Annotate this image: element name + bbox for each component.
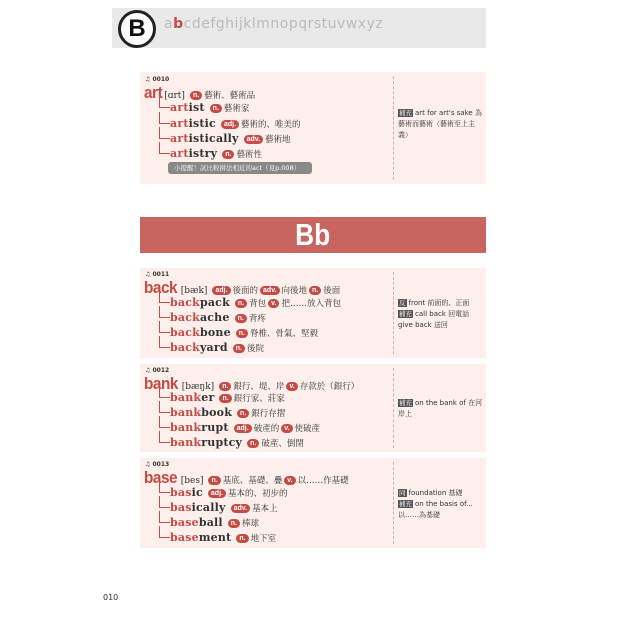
ipa: [bes]	[180, 476, 204, 486]
note-text: give back 送回	[398, 321, 448, 329]
derivative-backpack: backpack n. 背包 v. 把……放入背包	[170, 296, 341, 309]
definition: 背疼	[248, 314, 266, 324]
derivative-artist: artist n. 藝術家	[170, 101, 250, 114]
derivative-artistically: artistically adv. 藝術地	[170, 132, 291, 145]
definition: 後面的	[232, 286, 259, 296]
definition: 使破產	[294, 424, 321, 434]
headword: bank	[144, 374, 178, 393]
alphabet-index	[164, 16, 383, 32]
note-box	[398, 108, 484, 141]
pos-badge: n.	[247, 439, 259, 448]
entry-bank	[140, 364, 486, 452]
definition: 破產的	[253, 424, 280, 434]
pos-badge: adj.	[234, 424, 252, 433]
pos-badge: v.	[281, 424, 292, 433]
definition: 銀行存摺	[251, 409, 286, 419]
divider	[393, 76, 394, 180]
definition: 基本上	[252, 504, 278, 514]
section-banner	[140, 217, 486, 253]
definition: 銀行、堤、岸	[233, 382, 285, 392]
pos-badge: n.	[236, 534, 248, 543]
derivative-bankbook: bankbook n. 銀行存摺	[170, 406, 286, 419]
alphabet-current: b	[173, 16, 184, 32]
entry-number: ♫ 0013	[145, 461, 170, 468]
derivative-baseball: baseball n. 棒球	[170, 516, 260, 529]
note-text: on the basis of... 以……為基礎	[398, 500, 473, 519]
pos-badge: n.	[219, 394, 231, 403]
entry-number: ♫ 0011	[145, 271, 170, 278]
pos-badge: v.	[284, 476, 295, 485]
pos-badge: n.	[210, 104, 222, 113]
note-tag: 補充	[399, 399, 412, 407]
definition: 藝術的、唯美的	[241, 120, 301, 130]
entry-number: ♫ 0012	[145, 367, 170, 374]
derivative-basement: basement n. 地下室	[170, 531, 277, 544]
note-box	[398, 298, 484, 331]
derivative-bankrupt: bankrupt adj. 破產的 v. 使破產	[170, 421, 321, 434]
pos-badge: n.	[237, 409, 249, 418]
definition: 後面	[323, 286, 341, 296]
note-tag: 補充	[399, 500, 412, 508]
page-number: 010	[103, 593, 119, 602]
pos-badge: v.	[268, 299, 279, 308]
derivative-banker: banker n. 銀行家、莊家	[170, 391, 285, 404]
alphabet-rest: cdefghijklmnopqrstuvwxyz	[183, 16, 384, 32]
note-box	[398, 488, 484, 521]
derivative-basic: basic adj. 基本的、初步的	[170, 486, 288, 499]
definition: 存款於（銀行）	[299, 382, 360, 392]
definition: 後院	[247, 344, 265, 354]
headword-line	[144, 278, 340, 298]
divider	[393, 462, 394, 544]
note-tag: 補充	[399, 310, 412, 318]
pos-badge: adv.	[260, 286, 280, 295]
pos-badge: n.	[219, 382, 231, 391]
note-text: foundation 基礎	[408, 489, 463, 497]
definition: 把……放入背包	[281, 299, 341, 309]
pos-badge: n.	[228, 519, 240, 528]
pos-badge: n.	[233, 344, 245, 353]
divider	[393, 368, 394, 448]
entry-number: ♫ 0010	[145, 76, 170, 83]
pos-badge: adj.	[221, 120, 239, 129]
definition: 背包	[249, 299, 267, 309]
headword: base	[144, 468, 178, 487]
derivative-bankruptcy: bankruptcy n. 破產、倒閉	[170, 436, 304, 449]
note-text: call back 回電話	[415, 310, 470, 318]
pos-badge: adj.	[212, 286, 230, 295]
definition: 基本的、初步的	[227, 489, 288, 499]
definition: 藝術地	[265, 135, 291, 145]
note-text: on the bank of 在河岸上	[398, 399, 483, 418]
divider	[393, 272, 394, 354]
note-tag: 反	[399, 299, 406, 307]
derivative-artistic: artistic adj. 藝術的、唯美的	[170, 117, 301, 130]
ipa: [ɑrt]	[164, 91, 185, 101]
definition: 地下室	[250, 534, 277, 544]
definition: 藝術家	[223, 104, 250, 114]
derivative-backbone: backbone n. 脊椎、骨氣、堅毅	[170, 326, 319, 339]
letter-badge-text: B	[128, 15, 146, 42]
pos-badge: n.	[236, 329, 248, 338]
derivative-basically: basically adv. 基本上	[170, 501, 278, 514]
definition: 以……作基礎	[297, 476, 349, 486]
letter-badge	[118, 10, 156, 48]
entry-art	[140, 72, 486, 184]
pos-badge: adv.	[231, 504, 251, 513]
headword: art	[144, 83, 163, 102]
pos-badge: adv.	[244, 135, 264, 144]
note-tag: 同	[399, 489, 406, 497]
definition: 向後地	[281, 286, 308, 296]
note-tag: 補充	[399, 109, 412, 117]
headword: back	[144, 278, 178, 297]
definition: 脊椎、骨氣、堅毅	[250, 329, 319, 339]
entry-base	[140, 458, 486, 548]
definition: 破產、倒閉	[261, 439, 304, 449]
pos-badge: n.	[190, 91, 202, 100]
pos-badge: adj.	[208, 489, 226, 498]
ipa: [bæŋk]	[181, 382, 215, 392]
pos-badge: n.	[309, 286, 321, 295]
derivative-backyard: backyard n. 後院	[170, 341, 265, 354]
headword-line	[144, 468, 349, 488]
pos-badge: v.	[286, 382, 297, 391]
pos-badge: n.	[235, 314, 247, 323]
entry-back	[140, 268, 486, 358]
note-text: front 前面的、正面	[408, 299, 470, 307]
tip-bar: 小提醒！試比較拼法相近的act（見p.008）	[168, 162, 312, 174]
pos-badge: n.	[235, 299, 247, 308]
pos-badge: n.	[208, 476, 220, 485]
definition: 棒球	[242, 519, 260, 529]
note-text: art for art's sake 為藝術而藝術（藝術至上主義）	[398, 109, 482, 139]
ipa: [bæk]	[180, 286, 208, 296]
note-box	[398, 398, 484, 420]
definition: 銀行家、莊家	[233, 394, 285, 404]
banner-text: Bb	[295, 217, 331, 252]
derivative-backache: backache n. 背疼	[170, 311, 266, 324]
definition: 基底、基礎、疊	[222, 476, 283, 486]
definition: 藝術、藝術品	[204, 91, 256, 101]
pos-badge: n.	[222, 150, 234, 159]
derivative-artistry: artistry n. 藝術性	[170, 147, 262, 160]
alphabet-prev: a	[164, 16, 174, 32]
definition: 藝術性	[236, 150, 262, 160]
